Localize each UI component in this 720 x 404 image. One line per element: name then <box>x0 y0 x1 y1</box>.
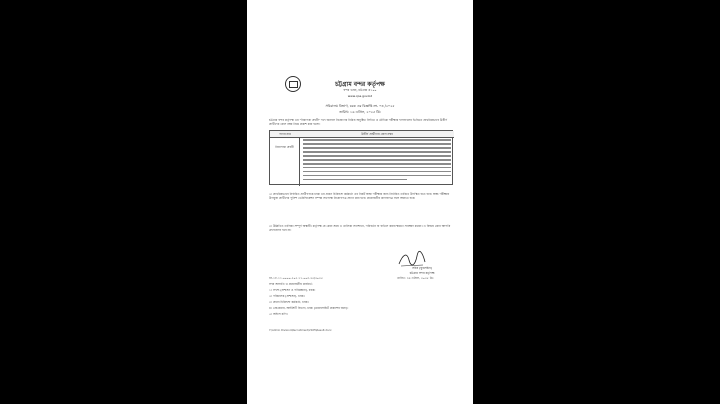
distribution-item: ৫। অফিস কপি। <box>269 312 288 316</box>
organization-website: www.cpa.gov.bd <box>347 94 373 98</box>
file-path-footer: Y:\Admin Division\Recruitment\2025\Result.docx <box>269 329 332 332</box>
distribution-header: সদয় অবগতি ও প্রয়োজনীয় কার্যার্থে: <box>269 282 313 286</box>
organization-name: চট্টগ্রাম বন্দর কর্তৃপক্ষ <box>335 81 385 88</box>
signatory-title: চট্টগ্রাম বন্দর কর্তৃপক্ষ <box>409 271 435 275</box>
memo-date: তারিখ: ১৬ এপ্রিল, ২০২৫ খ্রি: <box>339 110 381 114</box>
paragraph-3: ৩। উল্লিখিত তালিকা সম্পূর্ণ অস্থায়ী। কর্তৃপক্ষ যে কোন সময় এ তালিকা সংশোধন, পরিবর্তন বা বাতিল করার ক্ষমতা সংরক্ষণ করেন। এ বিষয়ে কোন আপত্তি গ্রহণযোগ্য হবে না। <box>269 224 451 233</box>
document-page <box>247 0 473 404</box>
distribution-item: ২। পরিচালক (প্রশাসন), চবক। <box>269 294 305 298</box>
distribution-item: ৩। প্রধান চিকিৎসা কর্মকর্তা, চবক। <box>269 300 309 304</box>
copy-date: তারিখ: ১৬ এপ্রিল, ২০২৫ খ্রি: <box>397 276 434 280</box>
paragraph-2: ২। প্রাথমিকভাবে নির্বাচিত প্রার্থীগণকে চবক এর প্রধান চিকিৎসা কর্মকর্তা এর নিকট স্বাস্থ্য পরীক্ষার জন্য নির্ধারিত তারিখে উপস্থিত হতে হবে। স্বাস্থ্য পরীক্ষায় উপযুক্ত প্রার্থীদের পুলিশ ভেরিফিকেশন সম্পন্ন সাপেক্ষে নিয়োগপত্র প্রদান করা হবে। প্রয়োজনীয় কাগজপত্র সঙ্গে আনতে হবে। <box>269 192 450 201</box>
organization-address: বন্দর ভবন, চট্টগ্রাম ৪১০০ <box>343 88 377 92</box>
memo-number: সচিবালয় বিভাগ, চবক এর বিজ্ঞপ্তি নং- ০৩ /২০২৫ <box>325 104 395 108</box>
copy-memo-number: নং-১৮.১১.০০০০.২০১.১১.০০৩.২৫/২০২৫ <box>269 276 323 280</box>
intro-paragraph: চট্টগ্রাম বন্দর কর্তৃপক্ষ এর "নিরাপত্তা প্রহরী" পদে জনবল নিয়োগের নিমিত্ত অনুষ্ঠিত লিখিত ও মৌখিক পরীক্ষার ফলাফলের ভিত্তিতে প্রাথমিকভাবে উত্তীর্ণ প্রার্থীদের রোল নম্বর নিম্নে প্রকাশ করা হলো। <box>269 118 448 127</box>
distribution-item: ৪। প্রোগ্রামার, আইসিটি বিভাগ, চবক (ওয়েবসাইটে প্রকাশের জন্য)। <box>269 306 349 310</box>
distribution-item: ১। সদস্য (প্রশাসন ও পরিকল্পনা), চবক। <box>269 288 316 292</box>
table-cell-post-name: নিরাপত্তা প্রহরী <box>270 137 300 186</box>
roll-number-list <box>303 139 451 183</box>
table-header-rolls: উত্তীর্ণ প্রার্থীদের রোল নম্বর <box>300 131 454 138</box>
signatory-name: সচিব (যুগ্মসচিব) <box>412 266 432 270</box>
results-table <box>269 130 453 185</box>
table-header-post: পদের নাম <box>270 131 301 138</box>
